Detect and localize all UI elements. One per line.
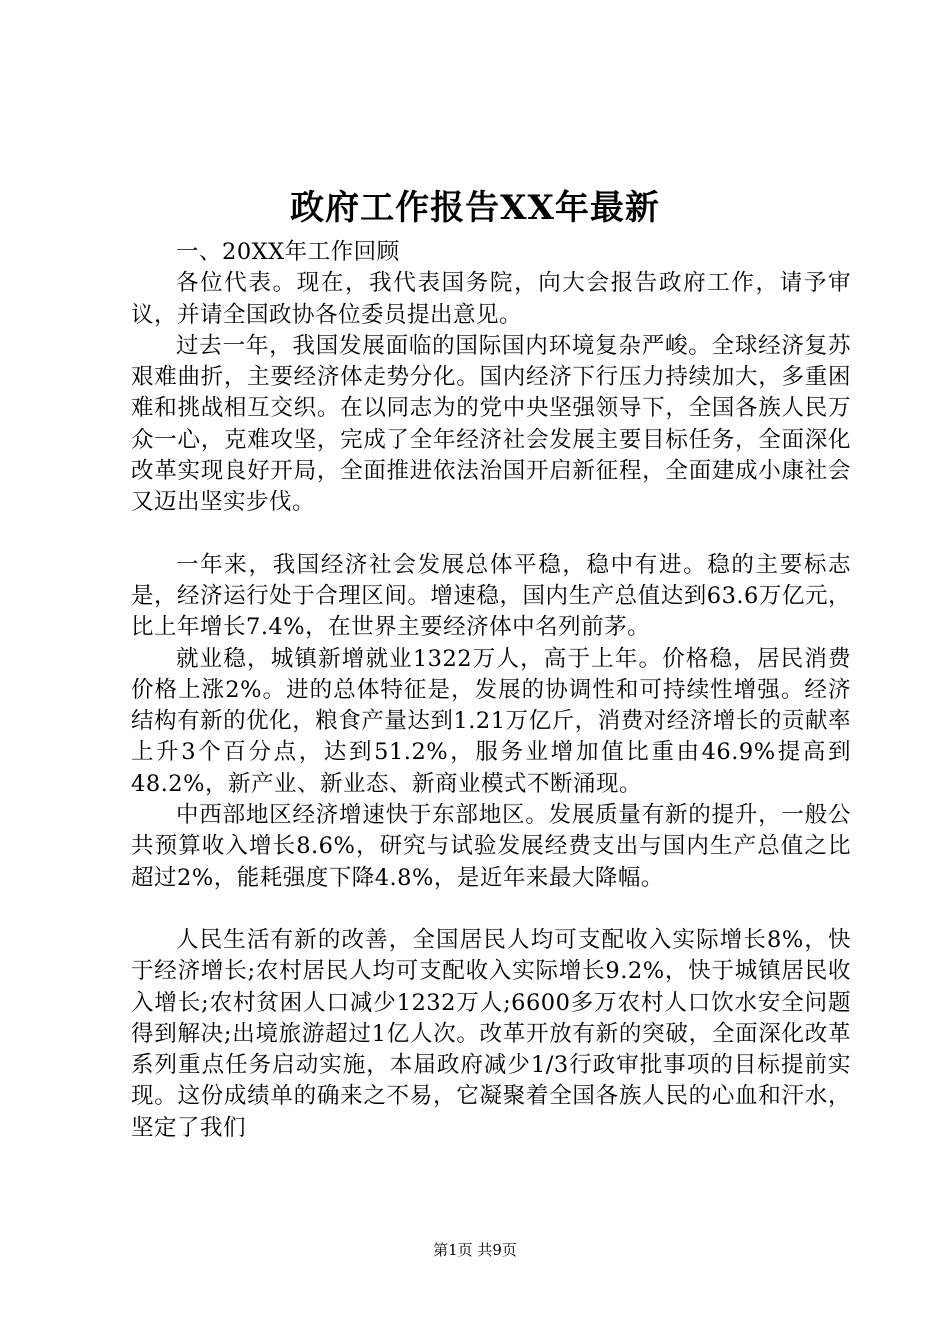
paragraph: 人民生活有新的改善，全国居民人均可支配收入实际增长8%，快于经济增长;农村居民人均可支配收入实际增长9.2%，快于城镇居民收入增长;农村贫困人口减少1232万人;6600多万农村人口饮水安全问题得到解决;出境旅游超过1亿人次。改革开放有新的突破，全面深化改革系列重点任务启动实施，本届政府减少1/3行政审批事项的目标提前实现。这份成绩单的确来之不易，它凝聚着全国各族人民的心血和汗水，坚定了我们 bbox=[131, 926, 851, 1141]
paragraph: 各位代表。现在，我代表国务院，向大会报告政府工作，请予审议，并请全国政协各位委员提出意见。 bbox=[131, 270, 851, 328]
paragraph: 一年来，我国经济社会发展总体平稳，稳中有进。稳的主要标志是，经济运行处于合理区间。增速稳，国内生产总值达到63.6万亿元，比上年增长7.4%，在世界主要经济体中名列前茅。 bbox=[131, 551, 851, 641]
section-heading: 一、20XX年工作回顾 bbox=[176, 239, 400, 265]
document-body bbox=[131, 237, 851, 1144]
document-title: 政府工作报告XX年最新 bbox=[290, 188, 660, 228]
paragraph: 就业稳，城镇新增就业1322万人，高于上年。价格稳，居民消费价格上涨2%。进的总体特征是，发展的协调性和可持续性增强。经济结构有新的优化，粮食产量达到1.21万亿斤，消费对经济增长的贡献率上升3个百分点，达到51.2%，服务业增加值比重由46.9%提高到48.2%，新产业、新业态、新商业模式不断涌现。 bbox=[131, 645, 851, 797]
paragraph: 中西部地区经济增速快于东部地区。发展质量有新的提升，一般公共预算收入增长8.6%，研究与试验发展经费支出与国内生产总值之比超过2%，能耗强度下降4.8%，是近年来最大降幅。 bbox=[131, 802, 851, 891]
paragraph: 过去一年，我国发展面临的国际国内环境复杂严峻。全球经济复苏艰难曲折，主要经济体走势分化。国内经济下行压力持续加大，多重困难和挑战相互交织。在以同志为的党中央坚强领导下，全国各族人民万众一心，克难攻坚，完成了全年经济社会发展主要目标任务，全面深化改革实现良好开局，全面推进依法治国开启新征程，全面建成小康社会又迈出坚实步伐。 bbox=[131, 332, 851, 516]
page-footer: 第1页 共9页 bbox=[433, 1241, 517, 1259]
